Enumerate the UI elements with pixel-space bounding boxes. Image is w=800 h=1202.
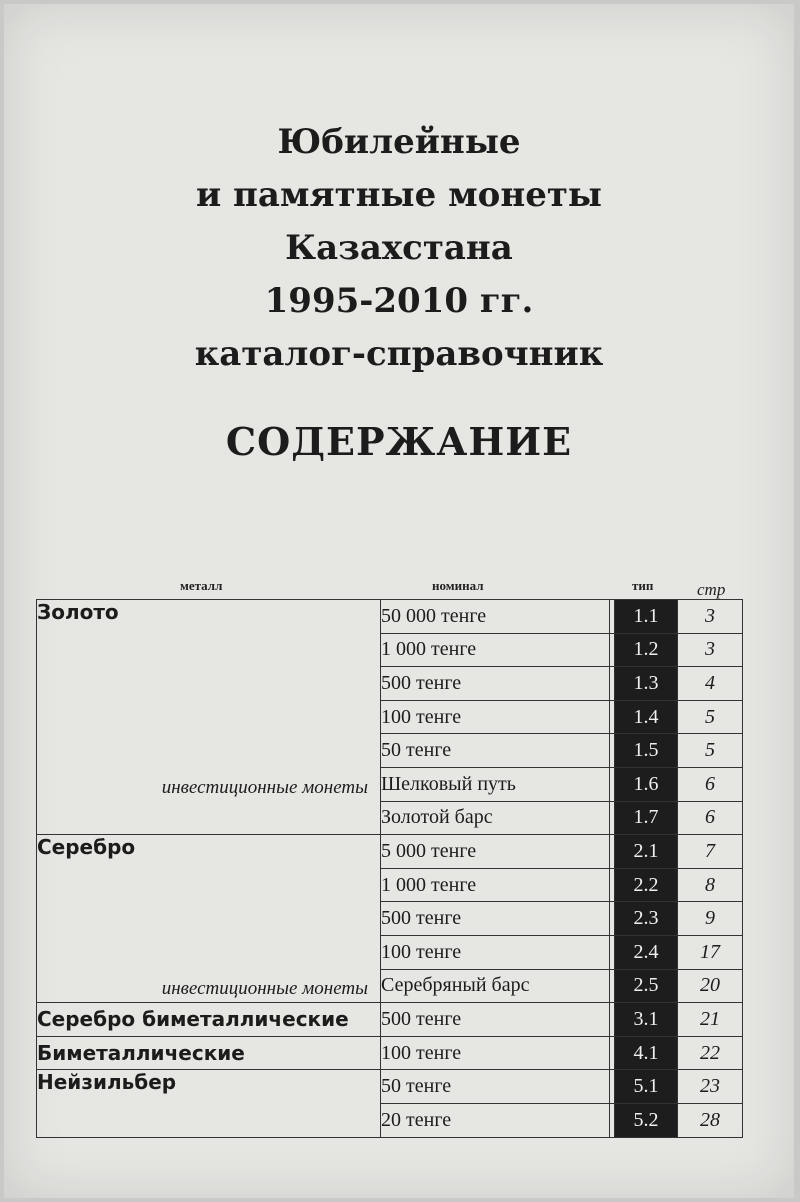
page-number-cell: 3 — [678, 633, 743, 667]
title-line: 1995-2010 гг. — [264, 281, 534, 321]
nominal-cell: 500 тенге — [381, 1003, 610, 1037]
type-cell: 3.1 — [615, 1003, 678, 1037]
type-cell: 2.2 — [615, 868, 678, 902]
nominal-cell: 5 000 тенге — [381, 835, 610, 869]
metal-cell — [37, 1036, 381, 1070]
type-cell: 1.3 — [615, 667, 678, 701]
nominal-cell: 500 тенге — [381, 902, 610, 936]
nominal-cell: 50 тенге — [381, 734, 610, 768]
nominal-cell: 1 000 тенге — [381, 633, 610, 667]
nominal-cell: 100 тенге — [381, 700, 610, 734]
page-number-cell: 21 — [678, 1003, 743, 1037]
title-line: Казахстана — [285, 228, 513, 268]
nominal-cell: 1 000 тенге — [381, 868, 610, 902]
metal-label: Серебро — [37, 835, 136, 860]
page-number-cell: 20 — [678, 969, 743, 1003]
nominal-cell: Серебряный барс — [381, 969, 610, 1003]
type-cell: 2.1 — [615, 835, 678, 869]
table-row — [37, 1036, 743, 1070]
nominal-cell: 50 000 тенге — [381, 600, 610, 634]
column-header-nominal: номинал — [432, 578, 484, 593]
table-row — [37, 600, 743, 634]
title-line: каталог-справочник — [194, 334, 604, 374]
page-number-cell: 7 — [678, 835, 743, 869]
metal-cell — [37, 1003, 381, 1037]
column-header-type: тип — [632, 578, 654, 593]
page-number-cell: 3 — [678, 600, 743, 634]
type-cell: 1.2 — [615, 633, 678, 667]
page-number-cell: 5 — [678, 734, 743, 768]
page-number-cell: 6 — [678, 801, 743, 835]
metal-cell — [37, 1070, 381, 1137]
nominal-cell: 100 тенге — [381, 935, 610, 969]
catalog-title — [4, 116, 794, 381]
type-cell: 2.4 — [615, 935, 678, 969]
title-line: Юбилейные — [277, 122, 521, 162]
column-header-metal: металл — [180, 578, 223, 593]
type-cell: 2.5 — [615, 969, 678, 1003]
page-number-cell: 9 — [678, 902, 743, 936]
page-number-cell: 28 — [678, 1103, 743, 1137]
page-number-cell: 5 — [678, 700, 743, 734]
type-cell: 2.3 — [615, 902, 678, 936]
investment-coins-note: инвестиционные монеты — [161, 977, 368, 999]
type-cell: 4.1 — [615, 1036, 678, 1070]
type-cell: 1.1 — [615, 600, 678, 634]
contents-heading: СОДЕРЖАНИЕ — [225, 419, 573, 464]
metal-cell — [37, 835, 381, 1003]
investment-coins-note: инвестиционные монеты — [161, 776, 368, 798]
type-cell: 5.1 — [615, 1070, 678, 1104]
type-cell: 1.7 — [615, 801, 678, 835]
metal-label: Золото — [37, 600, 119, 624]
page-number-cell: 6 — [678, 767, 743, 801]
nominal-cell: Шелковый путь — [381, 767, 610, 801]
nominal-cell: Золотой барс — [381, 801, 610, 835]
nominal-cell: 50 тенге — [381, 1070, 610, 1104]
type-cell: 5.2 — [615, 1103, 678, 1137]
metal-cell — [37, 600, 381, 835]
page-number-cell: 4 — [678, 667, 743, 701]
contents-table — [36, 599, 743, 1138]
type-cell: 1.5 — [615, 734, 678, 768]
table-row — [37, 1070, 743, 1104]
page-number-cell: 22 — [678, 1036, 743, 1070]
column-header-page: стр — [697, 580, 726, 599]
title-line: и памятные монеты — [195, 175, 602, 215]
metal-label: Биметаллические — [37, 1041, 245, 1066]
page-number-cell: 17 — [678, 935, 743, 969]
page-number-cell: 23 — [678, 1070, 743, 1104]
table-row — [37, 835, 743, 869]
nominal-cell: 100 тенге — [381, 1036, 610, 1070]
type-cell: 1.6 — [615, 767, 678, 801]
type-cell: 1.4 — [615, 700, 678, 734]
nominal-cell: 20 тенге — [381, 1103, 610, 1137]
catalog-page — [4, 4, 794, 1198]
page-number-cell: 8 — [678, 868, 743, 902]
metal-label: Серебро биметаллические — [37, 1007, 349, 1032]
nominal-cell: 500 тенге — [381, 667, 610, 701]
metal-label: Нейзильбер — [37, 1070, 177, 1095]
table-row — [37, 1003, 743, 1037]
